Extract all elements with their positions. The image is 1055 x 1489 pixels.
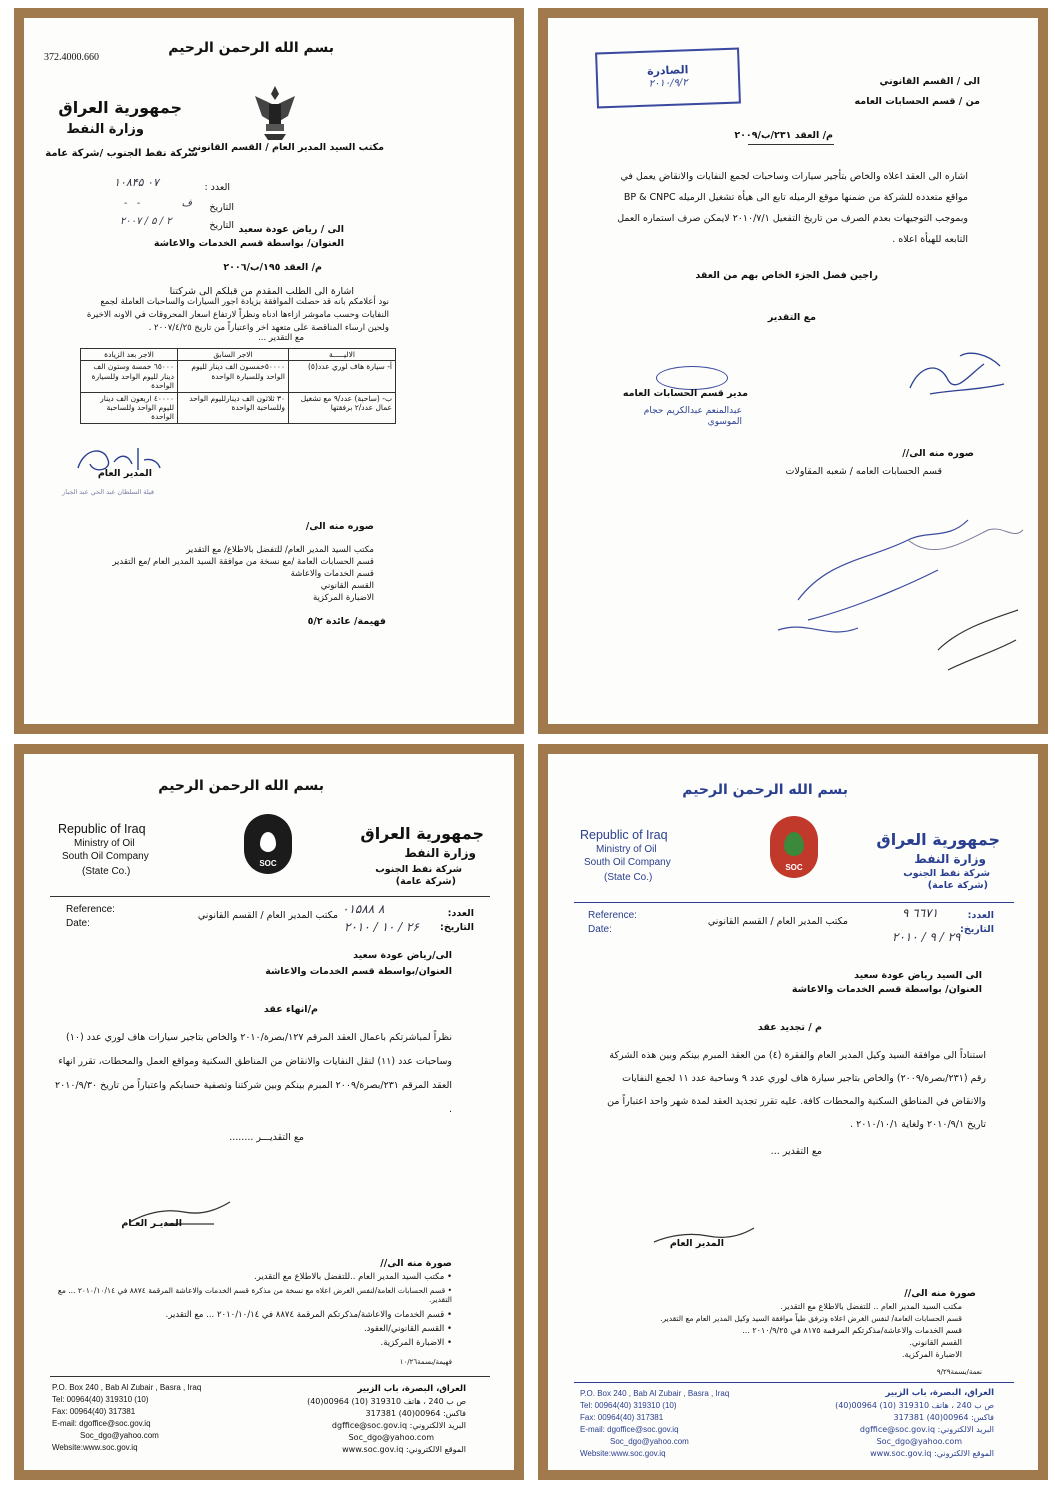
document-page-4 (548, 754, 1038, 1470)
table-cell: ٥٠٠٠٠خمسون الف دينار لليوم الواحد وللسيارة الواحدة (178, 361, 289, 392)
basmala: بسم الله الرحمن الرحيم (168, 40, 334, 56)
ar-state: (شركة عامة) (395, 876, 456, 887)
ar-republic: جمهورية العراق (360, 824, 484, 843)
ar-republic: جمهورية العراق (876, 830, 1000, 849)
footer-divider (574, 1382, 1014, 1383)
footer-ar-line: ص ب 240 ، هاتف 319310 (10) 00964(40) (307, 1397, 466, 1406)
table-cell: ٦٥٠٠٠ خمسة وستون الف دينار لليوم الواحد وللسيارة الواحدة (81, 361, 178, 392)
cc-item: مكتب السيد المدير العام/ للتفضل بالاطلاع/ مع التقدير (186, 545, 374, 555)
number-label: العدد : (204, 182, 230, 193)
body-paragraph: استناداً الى موافقة السيد وكيل المدير العام والفقرة (٤) من العقد المبرم بينكم وبين هذه الشركة رقم (٢٣١/بصرة/٢٠٠٩) والخاص بتاجير سيارة هاف لوري عدد ٩ وساحبة عدد ١١ لجمع النفايات والانقاض في المناطق السكنية والمحطات كافة. عليه تقرر تجديد العقد لمدة شهر واحد اعتباراً من تاريخ ٢٠١٠/٩/١ ولغاية ٢٠١٠/١٠/١ . (607, 1050, 986, 1130)
footer-ar-line: العراق، البصرة، باب الزبير (357, 1384, 466, 1394)
date-label-2: التاريخ (209, 220, 234, 231)
cc-item: قسم الحسابات العامة /مع نسخة من موافقة السيد المدير العام /مع التقدير (112, 557, 374, 567)
note-line: راجين فصل الجزء الخاص بهم من العقد (695, 270, 878, 281)
recipient-name: الى / رياض عودة سعيد (238, 224, 344, 235)
cc-item: قسم الخدمات والاعاشة (290, 569, 374, 579)
soc-logo-icon (770, 816, 818, 878)
cc-item: • قسم الخدمات والاعاشة/مذكرتكم المرقمة ٨٨٧٤ في ٢٠١٠/١٠/١٤ ... مع التقدير. (166, 1310, 452, 1321)
header-ministry: وزارة النفط (66, 122, 144, 137)
basmala: بسم الله الرحمن الرحيم (682, 782, 848, 798)
number-handwritten: ۱۰۸۴۵ ۰۷ (114, 176, 159, 189)
recipient-address: العنوان/ بواسطة قسم الخدمات والاعاشة (791, 984, 982, 995)
header-divider (50, 896, 490, 897)
basmala: بسم الله الرحمن الرحيم (158, 778, 324, 794)
en-state: (State Co.) (604, 872, 653, 883)
header-republic: جمهورية العراق (58, 98, 182, 117)
stamp-handwriting: ۲۰۱۰/۹/۲ (648, 77, 688, 90)
reference-label: Reference: (66, 904, 115, 915)
footer-en-line: E-mail: dgoffice@soc.gov.iq (52, 1419, 151, 1428)
office-line: مكتب السيد المدير العام / القسم القانوني (187, 142, 384, 153)
footer-en-line: Fax: 00964(40) 317381 (580, 1413, 664, 1422)
logo-drop (784, 832, 804, 856)
cc-item: القسم القانوني. (909, 1338, 962, 1347)
footer-divider (50, 1376, 490, 1377)
cc-item: • القسم القانوني/العقود. (364, 1324, 452, 1335)
en-republic: Republic of Iraq (580, 828, 668, 842)
footer-ar-line: الموقع الالكتروني: www.soc.gov.iq (342, 1445, 466, 1454)
ar-company: شركة نفط الجنوب (903, 868, 990, 879)
subject-line: م/انهاء عقد (263, 1004, 318, 1015)
table-header-cell: الاجر السابق (178, 349, 289, 361)
ar-company: شركة نفط الجنوب (375, 864, 462, 875)
regards: مع التقدير ... (770, 1146, 822, 1157)
cc-item: القسم القانوني (320, 581, 374, 591)
signer-name: قيلة السلطان عبد الحي عبد الجبار (62, 488, 154, 496)
number-label: العدد: (967, 910, 994, 921)
footer-en-line: E-mail: dgoffice@soc.gov.iq (580, 1425, 679, 1434)
signer-title: المدير العام (97, 468, 152, 479)
date-handwritten-2: ۲۰۰۷ / ۵ / ۲ (120, 216, 172, 227)
header-company: شركة نفط الجنوب /شركة عامة (45, 148, 198, 159)
en-state: (State Co.) (82, 866, 131, 877)
date-handwritten-1: - - ف (124, 198, 192, 209)
footer-en-line: P.O. Box 240 , Bab Al Zubair , Basra , Iraq (580, 1389, 730, 1398)
date-handwritten: ۲۰۱۰ / ۱۰ / ۲۶ (344, 920, 419, 934)
cc-item: الاضبارة المركزية (312, 593, 374, 603)
signer-name: عبدالمنعم عبدالكريم حجام الموسوي (643, 406, 742, 428)
reference-label: Reference: (588, 910, 637, 921)
copy-to-heading: صوره منه الى/ (305, 521, 374, 532)
office-line: مكتب المدير العام / القسم القانوني (707, 916, 848, 927)
en-company: South Oil Company (584, 857, 671, 868)
footer-ar-line: ص ب 240 ، هاتف 319310 (10) 00964(40) (835, 1401, 994, 1410)
regards: مع التقدير ... (258, 333, 304, 343)
to-line: الى / القسم القانوني (879, 76, 980, 87)
number-label: العدد: (447, 908, 474, 919)
header-divider (574, 902, 1014, 903)
date-handwritten: ۲۰۱۰ / ۹ / ۲۹ (892, 930, 961, 944)
cc-item: مكتب السيد المدير العام .. للتفضل بالاطلاع مع التقدير. (780, 1302, 962, 1311)
date-label: التاريخ (209, 202, 234, 213)
footer-ar-line: فاكس: 00964(40) 317381 (365, 1409, 466, 1418)
table-cell: ٤٠٠٠٠ اربعون الف دينار لليوم الواحد وللساحبة الواحدة (81, 392, 178, 423)
footer-ar-line: البريد الالكتروني: dgffice@soc.gov.iq (331, 1421, 466, 1430)
body-paragraph: نود أعلامكم بانه قد حصلت الموافقة بزيادة اجور السيارات والساحبات العاملة لجمع النفايات وحسب ماموشر ازاءها ادناه ونظراً لارتفاع اسعار المحروقات في الاونه الاخيرة ولحين ارساء المناقصة على متعهد اخر واعتباراً من تاريخ ٢٠٠٧/٤/٢٥ . (86, 297, 389, 333)
subject-line: م/ العقد ١٩٥/ب/٢٠٠٦ (223, 262, 322, 273)
typist-initials: فهيمة/بسمة١٠/٢٦ (399, 1358, 452, 1366)
table-row (81, 361, 396, 392)
copy-to-heading: صورة منه الى// (380, 1258, 452, 1269)
subject-line: م/ العقد ٢٣١/ب/٢٠٠٩ (734, 130, 833, 141)
footer-ar-line: الموقع الالكتروني: www.soc.gov.iq (870, 1449, 994, 1458)
subject-underline (748, 144, 834, 145)
cc-item: قسم الخدمات والاعاشة/مذكرتكم المرقمة ٨١٧٥ في ٢٠١٠/٩/٢٥ ... (742, 1326, 962, 1335)
cc-item: • قسم الحسابات العامة/لنفس الغرض اعلاه مع نسخة من مذكرة قسم الخدمات والاعاشة المرقمة ٨٨٧٤ في ٢٠١٠/١٠/١٤ ... مع التقدير. (52, 1286, 452, 1305)
ar-ministry: وزارة النفط (404, 846, 476, 860)
number-handwritten: ۹ ٦٦٧١ (902, 906, 939, 920)
date-label: Date: (66, 918, 90, 929)
copy-to-heading: صوره منه الى// (902, 448, 974, 459)
number-handwritten: ۰۱۵۸۸ ۸ (342, 902, 385, 916)
date-label: Date: (588, 924, 612, 935)
logo-drop (260, 832, 276, 852)
document-page-1 (24, 18, 514, 724)
table-header-row (81, 349, 396, 361)
regards: مع التقديـــر ........ (229, 1132, 304, 1143)
en-ministry: Ministry of Oil (596, 844, 657, 855)
subject-line: م / تجديد عقد (757, 1022, 822, 1033)
signer-title: المدير العام (669, 1238, 724, 1249)
footer-en-line: Soc_dgo@yahoo.com (610, 1437, 689, 1446)
regards: مع التقدير (767, 312, 816, 323)
ar-state: (شركة عامة) (927, 880, 988, 891)
cc-item: قسم الحسابات العامة/ لنفس الغرض اعلاه وترفق طياً موافقة السيد وكيل المدير العام مع التقدير. (660, 1314, 962, 1323)
typist-initials: فهيمة/ عائدة ٥/٢ (307, 616, 386, 627)
cc-item: • الاضبارة المركزية. (381, 1338, 452, 1349)
footer-en-line: Tel: 00964(40) 319310 (10) (52, 1395, 149, 1404)
soc-logo-icon (244, 814, 292, 874)
footer-ar-line: Soc_dgo@yahoo.com (348, 1433, 434, 1442)
footer-en-line: Website:www.soc.gov.iq (580, 1449, 666, 1458)
table-row (81, 392, 396, 423)
cc-item: الاضبارة المركزية. (901, 1350, 962, 1359)
handwritten-annotations (758, 500, 1028, 700)
en-company: South Oil Company (62, 851, 149, 862)
footer-en-line: Fax: 00964(40) 317381 (52, 1407, 136, 1416)
cc-item: • مكتب السيد المدير العام ..للتفضل بالاطلاع مع التقدير. (254, 1272, 452, 1283)
footer-ar-line: Soc_dgo@yahoo.com (876, 1437, 962, 1446)
recipient-name: الى/رياض عودة سعيد (353, 950, 452, 961)
intro-line: اشارة الى الطلب المقدم من قبلكم الى شركتنا (169, 286, 354, 297)
from-line: من / قسم الحسابات العامه (854, 96, 980, 107)
footer-en-line: P.O. Box 240 , Bab Al Zubair , Basra , Iraq (52, 1383, 202, 1392)
signer-title: المديـر العـام (121, 1218, 182, 1229)
signature-mark (900, 344, 1010, 400)
table-cell: أ- سيارة هاف لوري عدد(٥) (289, 361, 396, 392)
document-page-2 (548, 18, 1038, 724)
document-page-3 (24, 754, 514, 1470)
file-number: 372.4000.660 (44, 52, 99, 63)
approval-stamp-oval (656, 366, 728, 390)
logo-text: SOC (259, 859, 277, 868)
table-cell: ب- (ساحبة) عدد/٩ مع تشغيل عمال عدد/٢ برفقتها (289, 392, 396, 423)
footer-en-line: Soc_dgo@yahoo.com (80, 1431, 159, 1440)
footer-en-line: Tel: 00964(40) 319310 (10) (580, 1401, 677, 1410)
table-header-cell: الاجر بعد الزيادة (81, 349, 178, 361)
table-header-cell: الاليـــــة (289, 349, 396, 361)
recipient-name: الى السيد رياض عودة سعيد (854, 970, 982, 981)
typist-initials: نعمة/بسمة٩/٢٩ (936, 1368, 982, 1376)
date-ar-label: التاريخ: (960, 924, 994, 935)
signer-title: مدير قسم الحسابات العامه (622, 388, 748, 399)
copy-to-heading: صورة منه الى// (904, 1288, 976, 1299)
body-paragraph: نظراً لمباشرتكم باعمال العقد المرقم ١٢٧/بصرة/٢٠١٠ والخاص بتاجير سيارات هاف لوري عدد (١٠) وساحبات عدد (١١) لنقل النفايات والانقاض من المناطق السكنية ومواقع العمل والمحطات، تقرر انهاء العقد المرقم ٢٣١/بصرة/٢٠٠٩ المبرم بينكم وبين شركتنا وتصفية حسابكم واعتباراً من تاريخ ٢٠١٠/٩/٣٠ . (55, 1032, 452, 1115)
body-paragraph: اشاره الى العقد اعلاه والخاص بتأجير سيارات وساحبات لجمع النفايات والانقاض يعمل في مواقع متعدده للشركة من ضمنها موقع الرميله تابع الى هيأة تشغيل الرميله BP & CNPC وبموجب التوجيهات بعدم الصرف من تاريخ التفعيل ٢٠١٠/٧/١ لايمكن صرف استماره العمل التابعه للهيأة اعلاه . (617, 171, 968, 245)
footer-en-line: Website:www.soc.gov.iq (52, 1443, 138, 1452)
date-ar-label: التاريخ: (440, 922, 474, 933)
logo-text: SOC (785, 863, 803, 872)
en-ministry: Ministry of Oil (74, 838, 135, 849)
footer-ar-line: البريد الالكتروني: dgffice@soc.gov.iq (859, 1425, 994, 1434)
cc-item: قسم الحسابات العامه / شعبه المقاولات (785, 466, 942, 477)
recipient-address: العنوان/بواسطة قسم الخدمات والاعاشة (265, 966, 452, 977)
price-table (80, 348, 396, 424)
outgoing-stamp (595, 48, 741, 109)
ar-ministry: وزارة النفط (914, 852, 986, 866)
recipient-address: العنوان/ بواسطة قسم الخدمات والاعاشة (153, 238, 344, 249)
footer-ar-line: العراق، البصرة، باب الزبير (885, 1388, 994, 1398)
footer-ar-line: فاكس: 00964(40) 317381 (893, 1413, 994, 1422)
stamp-title: الصادرة (646, 63, 689, 78)
en-republic: Republic of Iraq (58, 822, 146, 836)
table-cell: ٣٠ ثلاثون الف دينارلليوم الواحد وللساحبة الواحدة (178, 392, 289, 423)
office-line: مكتب المدير العام / القسم القانوني (197, 910, 338, 921)
iraq-eagle-emblem-icon (252, 82, 298, 144)
